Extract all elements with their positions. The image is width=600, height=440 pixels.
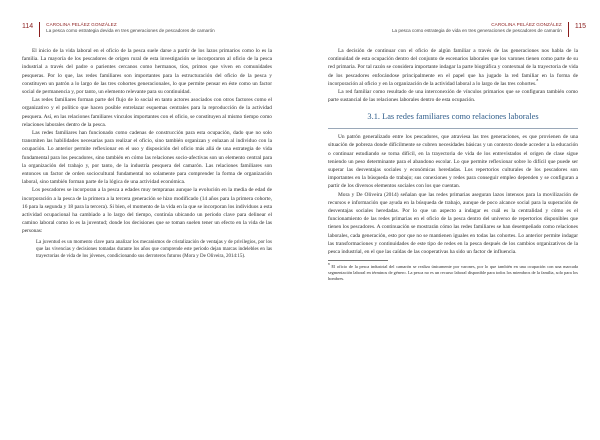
section-rule <box>328 128 578 129</box>
paragraph: El inicio de la vida laboral en el oficio de la pesca suele darse a partir de los lazos primarios como lo es la familia. La mayoría de los pescadores de origen rural de esta investigación se incorporaron al oficio de la pesca industrial a través del padre o parientes cercanos como hermanos, tíos, primos que viven en comunidades pesqueras. Por lo que, las redes familiares son importantes para la estructuración del oficio de la pesca y constituyen un patrón a lo largo de las tres cohortes generacionales, lo que permite pensar en éste como un factor social de permanencia y, por tanto, un elemento relevante para su continuidad. <box>22 48 272 96</box>
page-number: 115 <box>574 23 586 30</box>
header-title: La pesca como estrategia de vida en tres generaciones de pescadores de camarón <box>392 28 562 34</box>
header-author: CAROLINA PELÁEZ GONZÁLEZ <box>46 22 117 27</box>
paragraph: Un patrón generalizado entre los pescadores, que atraviesa las tres generaciones, es que provienen de una situación de pobreza donde difícilmente se cubren necesidades básicas y un contexto donde acceder a la educación o continuar estudiando se torna difícil, en la trayectoria de vida de los entrevistados el origen de clase sigue teniendo un peso determinante para el abandono escolar. Lo que permite reflexionar sobre lo difícil que puede ser superar las desventajas sociales y económicas heredadas. Los repertorios culturales de los pescadores son importantes en la búsqueda de trabajo; sus conexiones y redes para conseguir empleo dependen y se configuran a partir de los diversos elementos sociales con los que cuentan. <box>328 134 578 190</box>
page-number: 114 <box>22 23 34 30</box>
paragraph: Las redes familiares forman parte del flujo de lo social en tanto actores asociados con otros factores como el organizativo y el político que hacen posible entrelazar esquemas centrales para la reproducción de la actividad pesquera. Así, en las relaciones familiares vinculos importantes con el oficio, se constituyen al mismo tiempo como relaciones laborales dentro de la pesca. <box>22 97 272 128</box>
paragraph: Las redes familiares han funcionado como cadenas de construcción para esta ocupación, dado que no solo transmiten las habilidades necesarias para realizar el oficio, sino también organizan y enlazan al individuo con la ocupación. Lo anterior permite reflexionar en el uso y disposición del oficio más allá de una estrategia de vida fundamental para los pescadores, sino también en cómo las relaciones socio-afectivas son un elemento central para la organización del trabajo y, por tanto, de la industria pesquera del camarón. Las relaciones familiares son entonces un factor de orden sociocultural fundamental no solamente para comprender la forma de organización laboral, sino también forman parte de la lógica de una actividad económica. <box>22 130 272 186</box>
paragraph: Los pescadores se incorporan a la pesca a edades muy tempranas aunque la evolución en la media de edad de incorporación a la pesca de la primera a la tercera generación se hizo modificado (14 años para la primera cohorte, 16 para la segunda y 18 para la tercera). Si bien, el momento de la vida en la que se incorporan los individuos a esta actividad ocupacional ha cambiado a lo largo del tiempo, continúa ubicando un periodo clave para delinear el camino laboral como lo es la juventud; donde los decisiones que se toman suelen tener un efecto en la vida de las personas: <box>22 187 272 235</box>
running-header <box>392 22 562 34</box>
left-page-body <box>22 47 272 261</box>
paragraph <box>328 47 578 88</box>
header-divider <box>39 22 40 37</box>
section-title: 3.1. Las redes familiares como relaciones laborales <box>367 112 539 122</box>
footnote-number: 8 <box>328 261 330 266</box>
right-page <box>300 0 600 440</box>
header-divider <box>568 22 569 37</box>
paragraph: Mora y De Oliveira (2014) señalan que las redes primarias aseguran lazos intensos para la movilización de recursos e información que ayuda en la búsqueda de trabajo, aunque de poco alcance social para la superación de desventajas sociales heredadas. Por lo que un aspecto a indagar es cuál es la centralidad y cómo es el funcionamiento de las redes primarias en el oficio de la pesca dentro del universo de repertorios disponibles que tienen los pescadores. A continuación se mostrarán cómo las redes familiares se han desempeñado como relaciones laborales, cada generación, esto por que no se mantienen iguales en todas las cohortes. Lo anterior permite indagar las transformaciones y continuidades de este tipo de redes en la pesca después de los cambios organizativos de la pesca industrial, en el que las caídas de las cooperativas ha sido un factor de influencia. <box>328 191 578 256</box>
header-author: CAROLINA PELÁEZ GONZÁLEZ <box>491 22 562 27</box>
left-page-header <box>22 22 215 37</box>
right-page-body <box>328 47 578 282</box>
header-title: La pesca como estrategia devida en tres generaciones de pescadores de camarón <box>46 28 215 34</box>
block-quote: La juventud es un momento clave para analizar los mecanismos de cristalización de ventajas y de privilegios, por los que las vivencias y decisiones tomadas durante los años que comprende este periodo dejan marcas indelebles en las trayectorias de vida de los jóvenes, condicionando sus derroteros futuros (Mora y De Oliveira, 2014:15). <box>36 239 272 260</box>
footnote-text: El oficio de la pesca industrial del camarón se realiza únicamente por varones, por lo que también en una ocupación con una marcada segmentación laboral en términos de género. La pesca no es un recurso laboral disponible para todos los miembros de la familia, solo para los hombres. <box>328 263 578 281</box>
right-page-header <box>392 22 586 37</box>
paragraph-text: La decisión de continuar con el oficio de algún familiar a través de las generaciones nos habla de la continuidad de esta ocupación dentro del conjunto de escenarios laborales que los varones tienen como parte de su red primaria. Por tal razón se considera importante indagar la parte biográfica y contextual de la trayectoria de vida de los pescadores enfocándose principalmente en el papel que ha jugado la red familiar en la forma de incorporación al oficio y en la organización de la actividad laboral a lo largo de las tres cohortes. <box>328 48 578 87</box>
footnote-marker[interactable]: 8 <box>536 77 539 82</box>
running-header <box>46 22 215 34</box>
paragraph: La red familiar como resultado de una interconexión de vínculos primarios que se configuran también como parte sustancial de las relaciones laborales dentro de esta ocupación. <box>328 89 578 104</box>
footnote-rule <box>328 260 388 261</box>
footnote <box>328 261 578 282</box>
